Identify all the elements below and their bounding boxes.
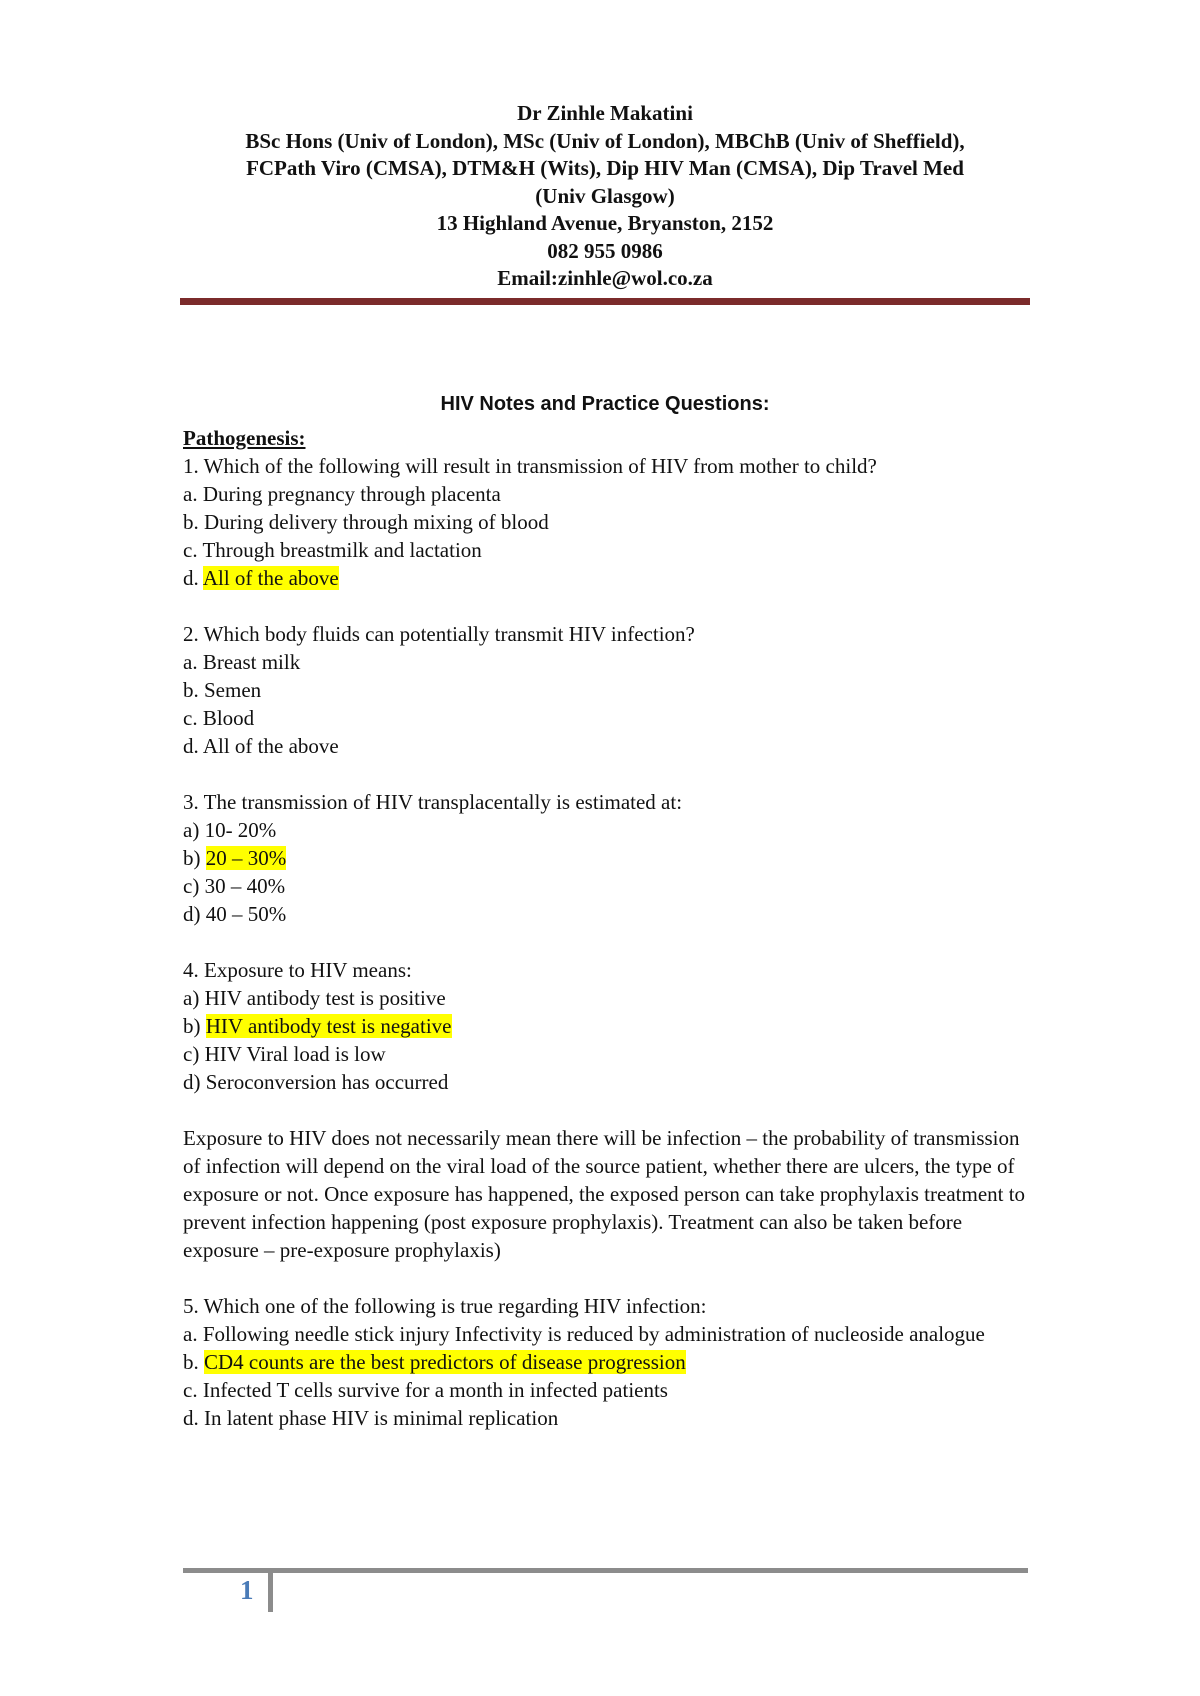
option-c: c) HIV Viral load is low — [183, 1042, 386, 1066]
question-4 — [183, 956, 1033, 1096]
option-d: d. All of the above — [183, 734, 339, 758]
option-prefix: d. — [183, 566, 203, 590]
option-a: a) 10- 20% — [183, 818, 277, 842]
option-prefix: b) — [183, 1014, 206, 1038]
author-name: Dr Zinhle Makatini — [517, 101, 693, 125]
qualifications-line-3: (Univ Glasgow) — [535, 183, 675, 208]
option-a: a. Following needle stick injury Infectivity is reduced by administration of nucleoside analogue — [183, 1322, 985, 1346]
option-d — [183, 564, 1033, 592]
footer-divider — [183, 1568, 1028, 1573]
highlighted-answer: CD4 counts are the best predictors of disease progression — [204, 1350, 686, 1374]
highlighted-answer: HIV antibody test is negative — [205, 1014, 452, 1038]
option-b — [183, 1012, 1033, 1040]
question-1 — [183, 452, 1033, 592]
option-prefix: b) — [183, 846, 206, 870]
question-text: 5. Which one of the following is true regarding HIV infection: — [183, 1294, 707, 1318]
phone-number: 082 955 0986 — [547, 238, 663, 263]
option-b — [183, 1348, 1033, 1376]
qualifications-line-2: FCPath Viro (CMSA), DTM&H (Wits), Dip HIV Man (CMSA), Dip Travel Med — [246, 156, 964, 180]
section-heading: Pathogenesis: — [183, 426, 306, 450]
email: Email:zinhle@wol.co.za — [497, 266, 713, 290]
option-prefix: b. — [183, 1350, 204, 1374]
option-d: d) 40 – 50% — [183, 902, 287, 926]
letterhead-divider — [180, 298, 1030, 305]
qualifications-line-1: BSc Hons (Univ of London), MSc (Univ of London), MBChB (Univ of Sheffield), — [245, 128, 965, 153]
option-a: a. Breast milk — [183, 650, 301, 674]
option-c: c. Infected T cells survive for a month in infected patients — [183, 1378, 668, 1402]
option-a: a. During pregnancy through placenta — [183, 482, 501, 506]
question-text: 2. Which body fluids can potentially transmit HIV infection? — [183, 622, 695, 646]
option-a: a) HIV antibody test is positive — [183, 986, 446, 1010]
document-title: HIV Notes and Practice Questions: — [440, 393, 770, 415]
option-b: b. During delivery through mixing of blood — [183, 510, 549, 534]
address: 13 Highland Avenue, Bryanston, 2152 — [436, 211, 774, 235]
option-d: d) Seroconversion has occurred — [183, 1070, 449, 1094]
question-text: 4. Exposure to HIV means: — [183, 958, 412, 982]
exposure-note-paragraph: Exposure to HIV does not necessarily mean there will be infection – the probability of transmission of infection will depend on the viral load of the source patient, whether there are ulcers, the type of exposure or not. Once exposure has happened, the exposed person can take prophylaxis treatment to prevent infection happening (post exposure prophylaxis). Treatment can also be taken before exposure – pre-exposure prophylaxis) — [183, 1126, 1026, 1262]
footer-vertical-divider — [268, 1568, 273, 1612]
question-5 — [183, 1292, 1033, 1432]
option-d: d. In latent phase HIV is minimal replication — [183, 1406, 559, 1430]
document-body — [183, 424, 1033, 1432]
option-b: b. Semen — [183, 678, 262, 702]
highlighted-answer: 20 – 30% — [205, 846, 287, 870]
question-3 — [183, 788, 1033, 928]
question-text: 3. The transmission of HIV transplacentally is estimated at: — [183, 790, 683, 814]
highlighted-answer: All of the above — [202, 566, 339, 590]
page-number: 1 — [240, 1575, 254, 1605]
option-b — [183, 844, 1033, 872]
question-text: 1. Which of the following will result in transmission of HIV from mother to child? — [183, 454, 877, 478]
option-c: c. Through breastmilk and lactation — [183, 538, 482, 562]
letterhead — [180, 100, 1030, 293]
option-c: c. Blood — [183, 706, 255, 730]
option-c: c) 30 – 40% — [183, 874, 286, 898]
question-2 — [183, 620, 1033, 760]
